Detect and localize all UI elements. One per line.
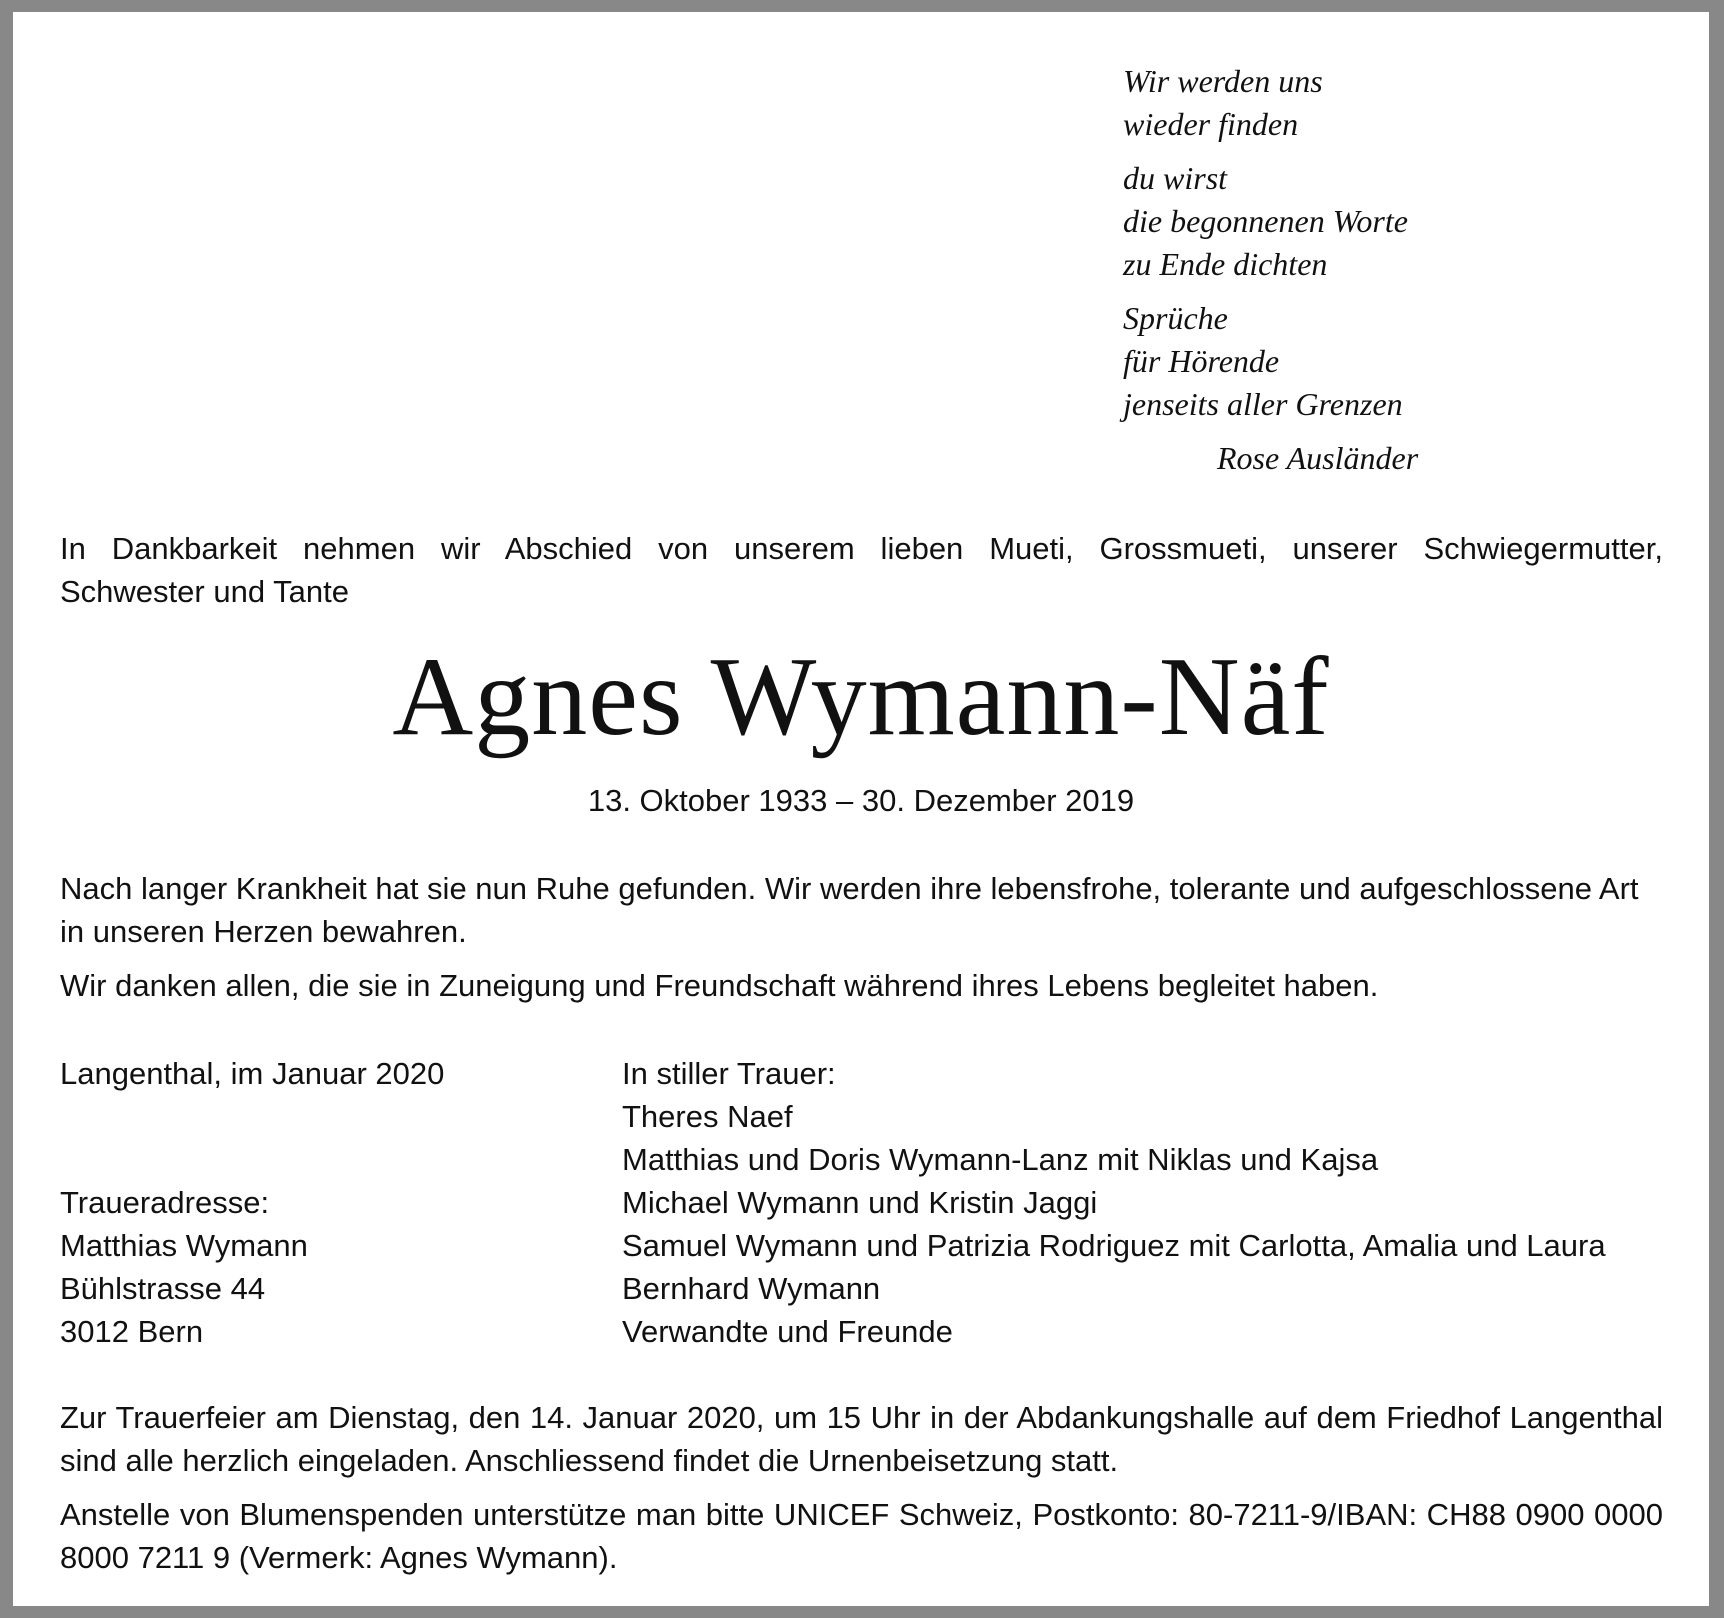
poem-stanza	[1123, 157, 1418, 286]
deceased-name: Agnes Wymann-Näf	[392, 635, 1330, 759]
poem-line: Wir werden uns	[1123, 63, 1323, 99]
poem-line: Sprüche	[1123, 300, 1228, 336]
intro-text	[60, 527, 1663, 613]
address-city: 3012 Bern	[60, 1314, 204, 1349]
poem-line: jenseits aller Grenzen	[1123, 386, 1403, 422]
address-label: Traueradresse:	[60, 1185, 270, 1220]
intro-line: Schwester und Tante	[60, 574, 349, 609]
left-column	[60, 1052, 444, 1353]
mourner-entry: Samuel Wymann und Patrizia Rodriguez mit Carlotta, Amalia und Laura	[622, 1228, 1606, 1263]
poem-line: wieder finden	[1123, 106, 1299, 142]
mourner-entry: Verwandte und Freunde	[622, 1314, 953, 1349]
mourners-heading: In stiller Trauer:	[622, 1056, 836, 1091]
body-paragraph: Nach langer Krankheit hat sie nun Ruhe gefunden. Wir werden ihre lebensfrohe, tolerante und aufgeschlossene Art in unseren Herzen bewahren.	[60, 871, 1639, 949]
poem-line: du wirst	[1123, 160, 1228, 196]
footer-text	[60, 1396, 1663, 1590]
poem-line: die begonnenen Worte	[1123, 203, 1408, 239]
ceremony-notice: Zur Trauerfeier am Dienstag, den 14. Januar 2020, um 15 Uhr in der Abdankungshalle auf dem Friedhof Langenthal sind alle herzlich eingeladen. Anschliessend findet die Urnenbeisetzung statt.	[60, 1400, 1663, 1478]
place-date: Langenthal, im Januar 2020	[60, 1056, 445, 1091]
donation-notice: Anstelle von Blumenspenden unterstütze man bitte UNICEF Schweiz, Postkonto: 80-7211-9/IBAN: CH88 0900 0000 8000 7211 9 (Vermerk: Agnes Wymann).	[60, 1497, 1663, 1575]
poem	[1123, 60, 1418, 480]
address-name: Matthias Wymann	[60, 1228, 308, 1263]
poem-stanza	[1123, 297, 1418, 426]
obituary-page	[13, 12, 1709, 1606]
body-paragraph: Wir danken allen, die sie in Zuneigung und Freundschaft während ihres Lebens begleitet haben.	[60, 968, 1379, 1003]
body-text	[60, 867, 1663, 1018]
mourner-entry: Theres Naef	[622, 1099, 793, 1134]
poem-stanza	[1123, 60, 1418, 146]
mourners-list	[622, 1052, 1606, 1353]
address-street: Bühlstrasse 44	[60, 1271, 266, 1306]
poem-line: für Hörende	[1123, 343, 1280, 379]
poem-line: zu Ende dichten	[1123, 246, 1328, 282]
life-dates: 13. Oktober 1933 – 30. Dezember 2019	[587, 783, 1135, 818]
mourner-entry: Michael Wymann und Kristin Jaggi	[622, 1185, 1098, 1220]
mourner-entry: Bernhard Wymann	[622, 1271, 881, 1306]
mourner-entry: Matthias und Doris Wymann-Lanz mit Niklas und Kajsa	[622, 1142, 1379, 1177]
intro-line: In Dankbarkeit nehmen wir Abschied von unserem lieben Mueti, Grossmueti, unserer Schwiegermutter,	[60, 531, 1663, 566]
poem-author: Rose Ausländer	[1217, 440, 1419, 476]
